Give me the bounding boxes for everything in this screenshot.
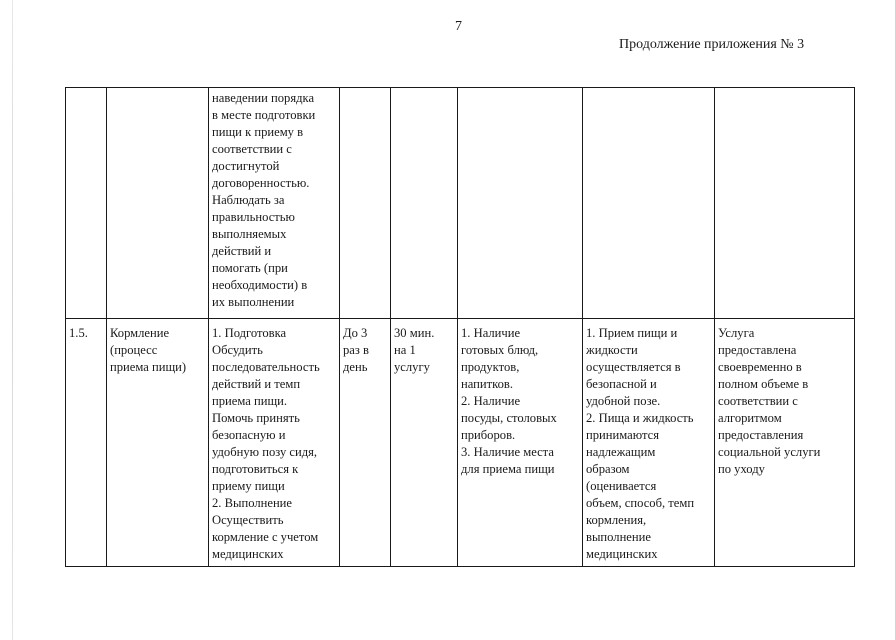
table-row-1-5	[66, 319, 855, 567]
scan-edge-shadow	[12, 0, 13, 640]
table-cell-service-name: Кормление (процесс приема пищи)	[107, 319, 209, 567]
appendix-continuation-note: Продолжение приложения № 3	[619, 37, 805, 52]
table-cell-conditions	[458, 88, 583, 319]
page-number: 7	[455, 19, 462, 34]
table-cell-result	[715, 88, 855, 319]
table-row-continuation	[66, 88, 855, 319]
table-cell-service-name	[107, 88, 209, 319]
table-cell-description: наведении порядка в месте подготовки пищи к приему в соответствии с достигнутой договоренностью. Наблюдать за правильностью выполняемых действий и помогать (при необходимости) в их выполнении	[209, 88, 340, 319]
table-cell-result: Услуга предоставлена своевременно в полном объеме в соответствии с алгоритмом предоставления социальной услуги по уходу	[715, 319, 855, 567]
services-table	[65, 87, 855, 567]
table-cell-quality-indicators: 1. Прием пищи и жидкости осуществляется в безопасной и удобной позе. 2. Пища и жидкость принимаются надлежащим образом (оценивается объем, способ, темп кормления, выполнение медицинских	[583, 319, 715, 567]
table-cell-duration: 30 мин. на 1 услугу	[391, 319, 458, 567]
table-cell-frequency: До 3 раз в день	[340, 319, 391, 567]
table-cell-conditions: 1. Наличие готовых блюд, продуктов, напитков. 2. Наличие посуды, столовых приборов. 3. Наличие места для приема пищи	[458, 319, 583, 567]
table-cell-description: 1. Подготовка Обсудить последовательность действий и темп приема пищи. Помочь принять безопасную и удобную позу сидя, подготовиться к приему пищи 2. Выполнение Осуществить кормление с учетом медицинских	[209, 319, 340, 567]
table-cell-number: 1.5.	[66, 319, 107, 567]
table-cell-quality-indicators	[583, 88, 715, 319]
table-cell-number	[66, 88, 107, 319]
table-cell-frequency	[340, 88, 391, 319]
table-cell-duration	[391, 88, 458, 319]
